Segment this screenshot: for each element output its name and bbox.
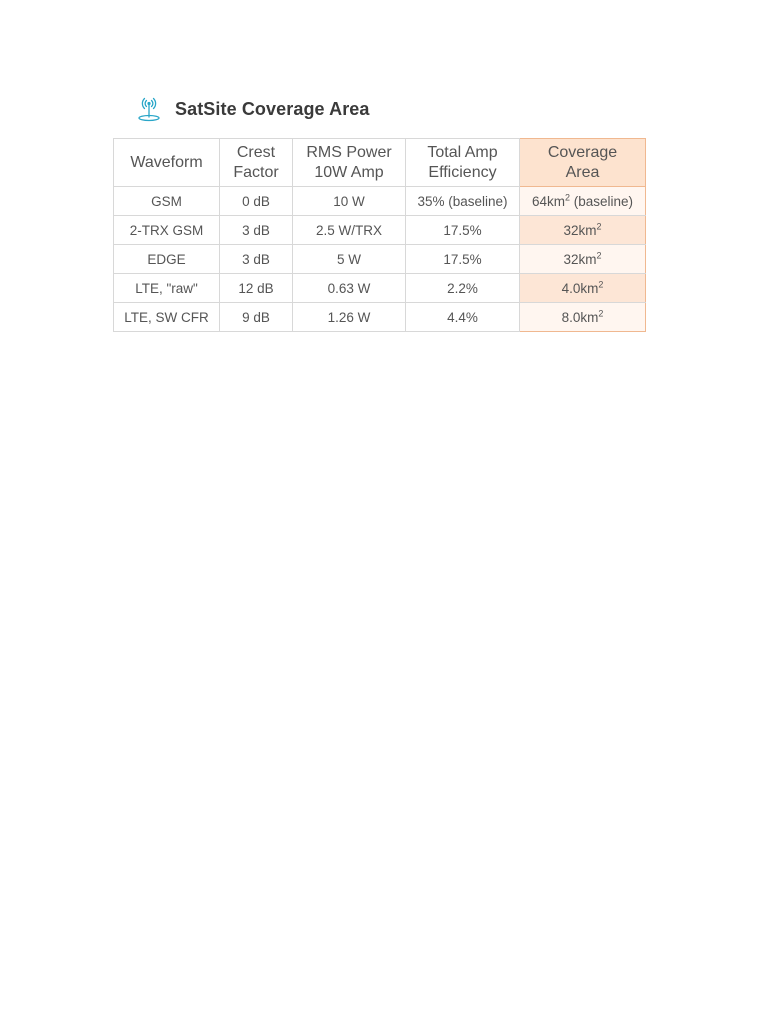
cell-rms-power: 2.5 W/TRX: [293, 216, 406, 245]
column-header-crest-factor: Crest Factor: [220, 139, 293, 187]
cell-waveform: GSM: [114, 187, 220, 216]
cell-crest-factor: 12 dB: [220, 274, 293, 303]
cell-crest-factor: 9 dB: [220, 303, 293, 332]
column-header-coverage-area: Coverage Area: [520, 139, 646, 187]
cell-rms-power: 10 W: [293, 187, 406, 216]
table-row: [114, 245, 646, 274]
cell-waveform: EDGE: [114, 245, 220, 274]
cell-waveform: LTE, "raw": [114, 274, 220, 303]
cell-rms-power: 1.26 W: [293, 303, 406, 332]
cell-coverage-area: $8.0km^2$: [520, 303, 646, 332]
cell-crest-factor: 3 dB: [220, 245, 293, 274]
table-row: [114, 303, 646, 332]
table-row: [114, 187, 646, 216]
cell-efficiency: 4.4%: [406, 303, 520, 332]
cell-rms-power: 0.63 W: [293, 274, 406, 303]
cell-efficiency: 35% (baseline): [406, 187, 520, 216]
antenna-signal-icon: [135, 95, 163, 123]
table-header-row: [114, 139, 646, 187]
cell-crest-factor: 0 dB: [220, 187, 293, 216]
column-header-rms-power: RMS Power 10W Amp: [293, 139, 406, 187]
column-header-efficiency: Total Amp Efficiency: [406, 139, 520, 187]
cell-crest-factor: 3 dB: [220, 216, 293, 245]
table-row: [114, 274, 646, 303]
cell-efficiency: 17.5%: [406, 216, 520, 245]
cell-coverage-area: $32km^2$: [520, 245, 646, 274]
cell-waveform: 2-TRX GSM: [114, 216, 220, 245]
page-title: SatSite Coverage Area: [175, 98, 370, 119]
cell-efficiency: 2.2%: [406, 274, 520, 303]
cell-waveform: LTE, SW CFR: [114, 303, 220, 332]
page-header: [135, 95, 370, 123]
cell-rms-power: 5 W: [293, 245, 406, 274]
cell-coverage-area: $4.0km^2$: [520, 274, 646, 303]
table-row: [114, 216, 646, 245]
cell-coverage-area: $64km^2$ (baseline): [520, 187, 646, 216]
cell-coverage-area: $32km^2$: [520, 216, 646, 245]
column-header-waveform: Waveform: [114, 139, 220, 187]
coverage-table: [113, 138, 646, 332]
cell-efficiency: 17.5%: [406, 245, 520, 274]
